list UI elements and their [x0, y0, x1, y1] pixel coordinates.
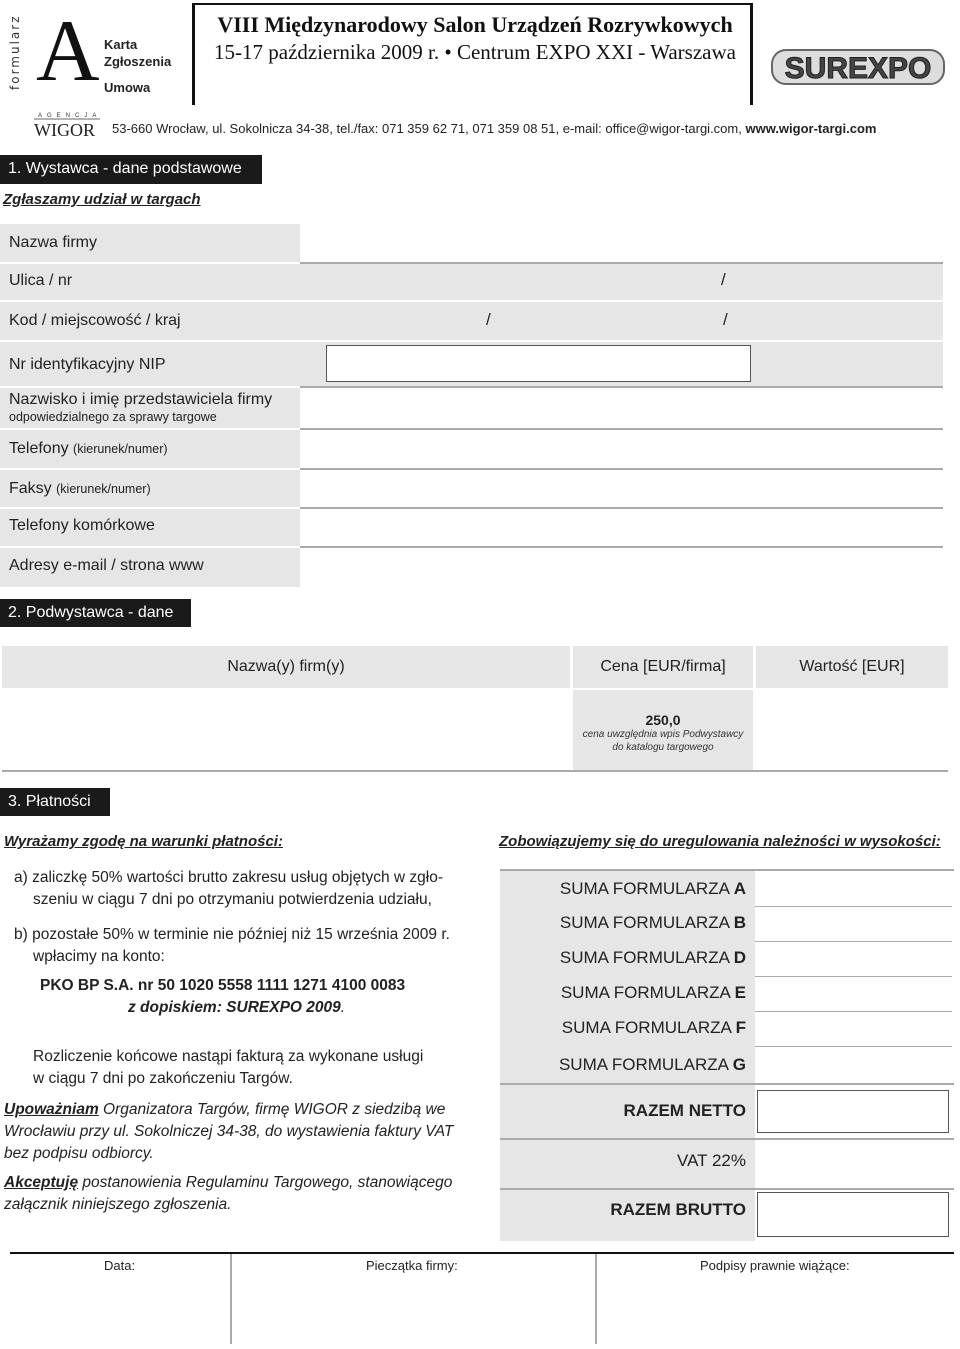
- address-text: 53-660 Wrocław, ul. Sokolnicza 34-38, tel./fax: 071 359 62 71, 071 359 08 51, e-mail: office@wigor-targi.com,: [112, 121, 746, 136]
- brutto-input[interactable]: [757, 1192, 949, 1237]
- sum-label-a: SUMA FORMULARZA A: [559, 879, 746, 898]
- fax-label: [9, 480, 151, 498]
- payment-terms-heading: Wyrażamy zgodę na warunki płatności:: [4, 833, 283, 850]
- sum-input-g[interactable]: [757, 1049, 952, 1082]
- sep-line: [0, 386, 300, 388]
- sep-line: [300, 507, 943, 509]
- bank-note: [128, 997, 345, 1019]
- sep-line: [300, 262, 943, 264]
- sum-input-f[interactable]: [757, 1012, 952, 1045]
- mobile-label: Telefony komórkowe: [9, 517, 155, 534]
- table-bottom-line: [2, 770, 948, 772]
- zgloszenia-label: Zgłoszenia: [104, 54, 172, 69]
- sum-label-e: SUMA FORMULARZA E: [560, 983, 746, 1002]
- sep-line: [0, 507, 300, 509]
- subexhibitor-price-cell: [573, 690, 753, 770]
- bank-account: PKO BP S.A. nr 50 1020 5558 1111 1271 4100 0083: [40, 977, 406, 994]
- sep-line: [300, 428, 943, 430]
- accept-rest2: załącznik niniejszego zgłoszenia.: [4, 1196, 232, 1213]
- footer-divider-2: [595, 1254, 597, 1344]
- sep-line: [500, 1083, 954, 1085]
- bank-note-dot: .: [340, 999, 346, 1016]
- fax-label-note: (kierunek/numer): [56, 482, 151, 496]
- signature-field[interactable]: [599, 1276, 953, 1342]
- street-label: Ulica / nr: [9, 272, 73, 289]
- term-b-line2: wpłacimy na konto:: [33, 948, 165, 965]
- phones-label-main: Telefony: [9, 440, 69, 457]
- authorization-text: [4, 1099, 474, 1165]
- agency-name-text: WIGOR: [34, 120, 95, 140]
- sep-line: [300, 546, 943, 548]
- sep-line: [755, 1046, 952, 1047]
- sum-input-d[interactable]: [757, 942, 952, 975]
- col-value-text: Wartość [EUR]: [799, 658, 905, 675]
- form-letter: A: [36, 3, 100, 100]
- fax-label-main: Faksy: [9, 480, 52, 497]
- row-company: [0, 224, 300, 262]
- sep-line: [0, 340, 943, 342]
- netto-input[interactable]: [757, 1090, 949, 1133]
- contact-address: [112, 121, 876, 136]
- signature-label: Podpisy prawnie wiążące:: [700, 1258, 850, 1273]
- auth-rest1: Organizatora Targów, firmę WIGOR z siedzibą we: [98, 1101, 446, 1118]
- date-field[interactable]: [10, 1276, 228, 1342]
- sep-line: [0, 468, 300, 470]
- final-line1: Rozliczenie końcowe nastąpi fakturą za wykonane usługi: [33, 1048, 424, 1065]
- sum-label-f: SUMA FORMULARZA F: [561, 1018, 746, 1037]
- email-field[interactable]: [300, 547, 943, 587]
- representative-field[interactable]: [300, 388, 943, 430]
- postal-slash-2: /: [723, 310, 728, 329]
- col-names-text: Nazwa(y) firm(y): [227, 658, 345, 675]
- col-header-price: [573, 646, 753, 688]
- agency-small-text: AGENCJA: [38, 113, 102, 119]
- row-mobile: [0, 508, 300, 546]
- netto-label: RAZEM NETTO: [623, 1101, 746, 1120]
- final-settlement: [33, 1046, 423, 1090]
- col-price-text: Cena [EUR/firma]: [600, 658, 726, 675]
- row-fax: [0, 470, 300, 508]
- vat-field[interactable]: [757, 1142, 949, 1186]
- postal-label: Kod / miejscowość / kraj: [9, 312, 181, 329]
- website-link[interactable]: www.wigor-targi.com: [745, 121, 877, 136]
- stamp-field[interactable]: [234, 1276, 592, 1342]
- term-b-line1: b) pozostałe 50% w terminie nie później niż 15 września 2009 r.: [14, 926, 450, 943]
- price-value: 250,0: [645, 712, 681, 728]
- row-representative: [0, 388, 300, 430]
- sep-line: [0, 300, 943, 302]
- company-label: Nazwa firmy: [9, 234, 98, 251]
- section1-subheading: Zgłaszamy udział w targach: [3, 191, 201, 208]
- header-top-rule: [192, 3, 753, 5]
- event-dates: 15-17 października 2009 r. • Centrum EXPO XXI - Warszawa: [214, 40, 736, 64]
- mobile-field[interactable]: [300, 508, 943, 546]
- brutto-label: RAZEM BRUTTO: [610, 1200, 746, 1219]
- surexpo-logo: [768, 40, 948, 90]
- company-field[interactable]: [300, 224, 943, 262]
- sep-line: [0, 546, 300, 548]
- umowa-label: Umowa: [104, 80, 151, 95]
- bank-note-text: z dopiskiem: SUREXPO 2009: [128, 999, 341, 1016]
- postal-slash-1: /: [486, 310, 491, 329]
- auth-rest3: bez podpisu odbiorcy.: [4, 1145, 154, 1162]
- term-a-line2: szeniu w ciągu 7 dni po otrzymaniu potwierdzenia udziału,: [33, 891, 432, 908]
- sum-label-b: SUMA FORMULARZA B: [559, 913, 746, 932]
- footer-rule: [10, 1252, 954, 1254]
- sum-label-g: SUMA FORMULARZA G: [558, 1055, 746, 1074]
- subexhibitor-names-field[interactable]: [2, 690, 570, 770]
- term-b: [14, 924, 450, 968]
- event-title: VIII Międzynarodowy Salon Urządzeń Rozrywkowych: [217, 12, 733, 37]
- term-a-line1: a) zaliczkę 50% wartości brutto zakresu usług objętych w zgło-: [14, 869, 444, 886]
- fax-field[interactable]: [300, 470, 943, 508]
- sums-top-line: [500, 869, 954, 871]
- phones-label: [9, 440, 168, 458]
- nip-input[interactable]: [326, 345, 751, 382]
- acceptance-text: [4, 1172, 474, 1216]
- sum-input-b[interactable]: [757, 907, 952, 940]
- street-field[interactable]: [300, 264, 943, 300]
- header-divider-right: [750, 3, 753, 105]
- street-slash: /: [721, 270, 726, 289]
- sep-line: [0, 428, 300, 430]
- row-email: [0, 547, 300, 587]
- section2-heading: 2. Podwystawca - dane: [0, 599, 191, 627]
- form-side-label: formularz: [8, 14, 22, 90]
- subexhibitor-value-field[interactable]: [756, 690, 948, 770]
- postal-field[interactable]: [300, 302, 943, 340]
- nip-label: Nr identyfikacyjny NIP: [9, 356, 166, 373]
- wigor-logo: [34, 110, 104, 140]
- col-header-names: [2, 646, 570, 688]
- rep-label-main: Nazwisko i imię przedstawiciela firmy: [9, 391, 273, 408]
- email-label: Adresy e-mail / strona www: [9, 557, 204, 574]
- row-phones: [0, 430, 300, 468]
- vat-label: VAT 22%: [677, 1151, 746, 1170]
- logo-text: SUREXPO: [784, 52, 932, 85]
- sum-label-d: SUMA FORMULARZA D: [559, 948, 746, 967]
- rep-label: [9, 391, 272, 424]
- term-a: [14, 867, 443, 911]
- accept-bold: Akceptuję: [4, 1174, 79, 1191]
- auth-bold: Upoważniam: [4, 1101, 99, 1118]
- footer-divider-1: [230, 1254, 232, 1344]
- section3-heading: 3. Płatności: [0, 788, 110, 816]
- col-header-value: [756, 646, 948, 688]
- sum-input-a[interactable]: [757, 872, 952, 905]
- price-note-2: do katalogu targowego: [612, 742, 714, 753]
- accept-rest1: postanowienia Regulaminu Targowego, stanowiącego: [78, 1174, 453, 1191]
- date-label: Data:: [104, 1258, 136, 1273]
- final-line2: w ciągu 7 dni po zakończeniu Targów.: [33, 1070, 293, 1087]
- stamp-label: Pieczątka firmy:: [366, 1258, 458, 1273]
- phones-label-note: (kierunek/numer): [73, 442, 168, 456]
- karta-label: Karta: [104, 37, 138, 52]
- rep-label-note: odpowiedzialnego za sprawy targowe: [9, 410, 217, 424]
- sum-input-e[interactable]: [757, 977, 952, 1010]
- phones-field[interactable]: [300, 430, 943, 468]
- sep-line: [300, 386, 943, 388]
- price-note-1: cena uwzględnia wpis Podwystawcy: [582, 729, 744, 740]
- sep-line: [300, 468, 943, 470]
- auth-rest2: Wrocławiu przy ul. Sokolniczej 34-38, do wystawienia faktury VAT: [4, 1123, 454, 1140]
- payment-commitment-heading: Zobowiązujemy się do uregulowania należności w wysokości:: [499, 833, 941, 850]
- section1-heading: 1. Wystawca - dane podstawowe: [0, 155, 262, 184]
- header-divider-left: [192, 3, 195, 105]
- form-type-title: [104, 36, 171, 70]
